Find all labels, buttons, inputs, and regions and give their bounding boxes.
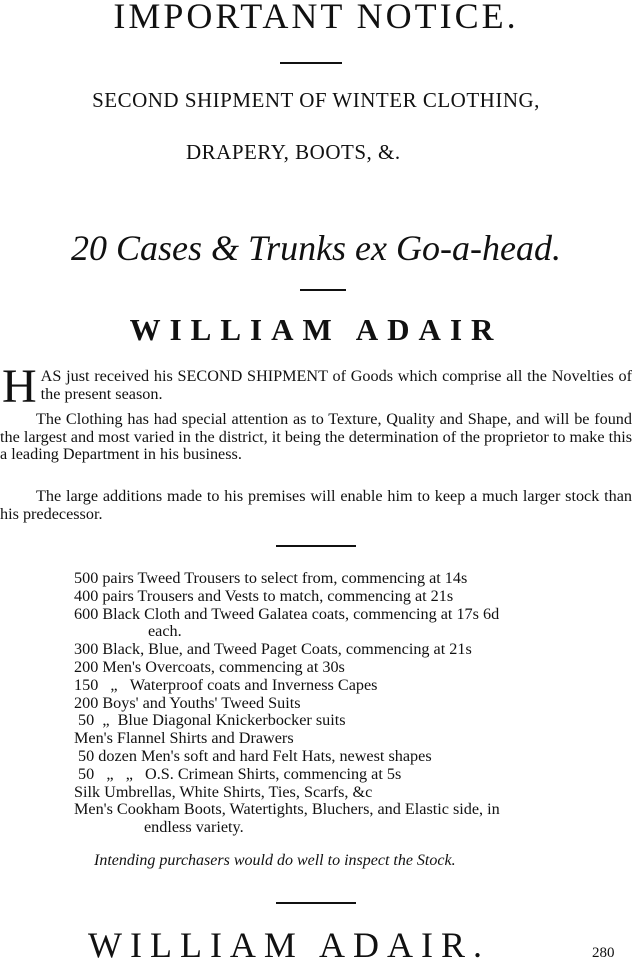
headline: IMPORTANT NOTICE.: [113, 0, 519, 36]
list-item: endless variety.: [144, 818, 244, 837]
list-item: 200 Men's Overcoats, commencing at 30s: [74, 657, 345, 676]
divider-rule: [300, 289, 346, 291]
list-item: 50 dozen Men's soft and hard Felt Hats, newest shapes: [74, 746, 432, 765]
list-item: 50 „ Blue Diagonal Knickerbocker suits: [74, 711, 346, 730]
intro-paragraph: [0, 360, 632, 413]
list-item: 200 Boys' and Youths' Tweed Suits: [74, 693, 301, 712]
cases-announcement: 20 Cases & Trunks ex Go-a-head.: [71, 228, 561, 268]
list-item: Men's Flannel Shirts and Drawers: [74, 729, 294, 748]
drop-cap: H: [2, 360, 37, 413]
list-item: Silk Umbrellas, White Shirts, Ties, Scarfs, &c: [74, 782, 373, 801]
page-number: 280: [592, 945, 615, 961]
subheading-line-1: SECOND SHIPMENT OF WINTER CLOTHING,: [92, 88, 540, 112]
subheading-line-2: DRAPERY, BOOTS, &.: [186, 140, 401, 164]
clothing-paragraph: The Clothing has had special attention as to Texture, Quality and Shape, and will be found the largest and most varied in the district, it being the determination of the proprietor to make this a leading Department in his business.: [0, 410, 632, 464]
divider-rule: [280, 62, 342, 64]
stock-list: [74, 570, 632, 837]
list-item: 600 Black Cloth and Tweed Galatea coats, commencing at 17s 6d: [74, 604, 500, 623]
divider-rule: [276, 902, 356, 904]
list-item: 400 pairs Trousers and Vests to match, commencing at 21s: [74, 586, 454, 605]
intro-text: AS just received his SECOND SHIPMENT of Goods which comprise all the Novelties of the present season.: [40, 367, 632, 403]
footer-merchant-name: WILLIAM ADAIR.: [88, 925, 490, 965]
merchant-name: WILLIAM ADAIR: [129, 312, 503, 347]
list-item: 500 pairs Tweed Trousers to select from, commencing at 14s: [74, 569, 468, 587]
list-item: 50 „ „ O.S. Crimean Shirts, commencing at 5s: [74, 764, 402, 783]
list-item: 300 Black, Blue, and Tweed Paget Coats, commencing at 21s: [74, 640, 472, 659]
divider-rule: [276, 545, 356, 547]
additions-paragraph: The large additions made to his premises will enable him to keep a much larger stock than his predecessor.: [0, 487, 632, 523]
closing-note: Intending purchasers would do well to inspect the Stock.: [94, 852, 456, 869]
list-item: Men's Cookham Boots, Watertights, Bluchers, and Elastic side, in: [74, 800, 500, 819]
list-item: 150 „ Waterproof coats and Inverness Capes: [74, 675, 378, 694]
list-item: each.: [148, 622, 182, 641]
